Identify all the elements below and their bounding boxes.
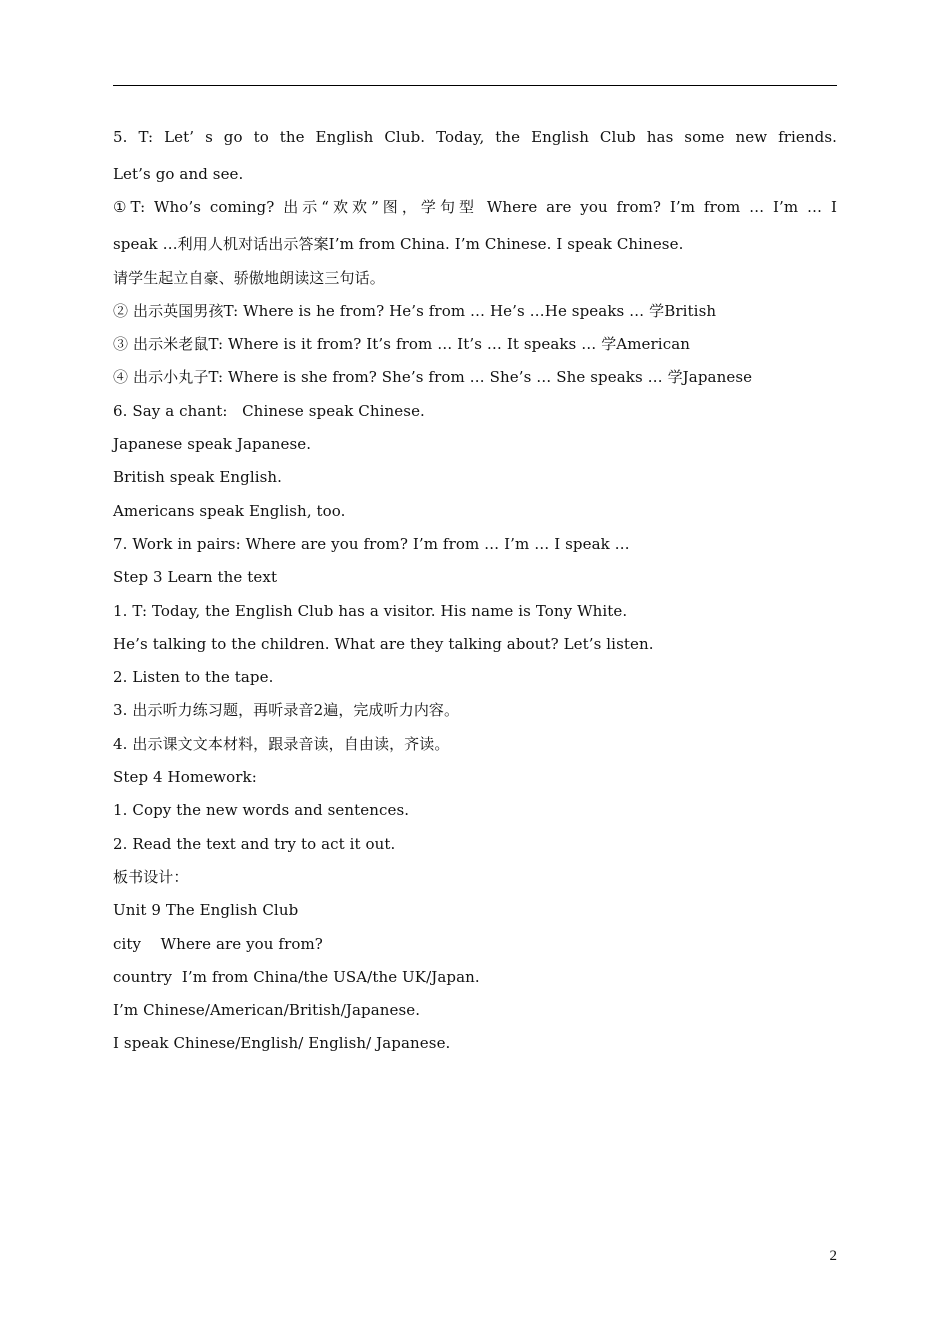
text-line: Japanese speak Japanese. [113, 435, 312, 454]
text-line: 7. Work in pairs: Where are you from? I’m from … I’m … I speak … [113, 534, 630, 553]
text-line: ② 出示英国男孩T: Where is he from? He’s from … He’s …He speaks … 学British [113, 301, 717, 320]
text-line: 2. Listen to the tape. [113, 668, 274, 687]
text-line: country I’m from China/the USA/the UK/Japan. [113, 967, 480, 986]
text-line: Americans speak English, too. [113, 501, 346, 520]
text-line: 1. T: Today, the English Club has a visitor. His name is Tony White. [113, 601, 628, 620]
section-heading: Step 4 Homework: [113, 768, 257, 787]
text-line: 6. Say a chant: Chinese speak Chinese. [113, 401, 425, 420]
text-line: I speak Chinese/English/ English/ Japanese. [113, 1034, 451, 1053]
text-line: 1. Copy the new words and sentences. [113, 801, 410, 820]
text-line: 4. 出示课文文本材料，跟录音读，自由读，齐读。 [113, 734, 450, 753]
text-line: ③ 出示米老鼠T: Where is it from? It’s from … It’s … It speaks … 学American [113, 335, 690, 354]
page-number: 2 [829, 1248, 837, 1264]
text-line: ④ 出示小丸子T: Where is she from? She’s from … She’s … She speaks … 学Japanese [113, 368, 753, 387]
text-line: city Where are you from? [113, 934, 323, 953]
text-line: British speak English. [113, 468, 283, 487]
text-line: 5. T: Let’ s go to the English Club. Today, the English Club has some new friends. [113, 128, 837, 146]
document-body [113, 124, 837, 1064]
text-line: Let’s go and see. [113, 165, 244, 183]
text-line: 请学生起立自豪、骄傲地朗读这三句话。 [113, 268, 385, 287]
text-line: ①T: Who’s coming? 出示“欢欢”图，学句型 Where are you from? I’m from … I’m … I [113, 198, 837, 217]
text-line: He’s talking to the children. What are they talking about? Let’s listen. [113, 634, 654, 653]
text-line: 3. 出示听力练习题，再听录音2遍，完成听力内容。 [113, 701, 460, 720]
text-line: 2. Read the text and try to act it out. [113, 834, 396, 853]
text-line: I’m Chinese/American/British/Japanese. [113, 1001, 421, 1020]
section-heading: Step 3 Learn the text [113, 568, 278, 587]
text-line: Unit 9 The English Club [113, 901, 299, 920]
header-rule [113, 85, 837, 86]
text-line: speak …利用人机对话出示答案I’m from China. I’m Chinese. I speak Chinese. [113, 235, 684, 254]
section-heading: 板书设计： [113, 867, 189, 886]
